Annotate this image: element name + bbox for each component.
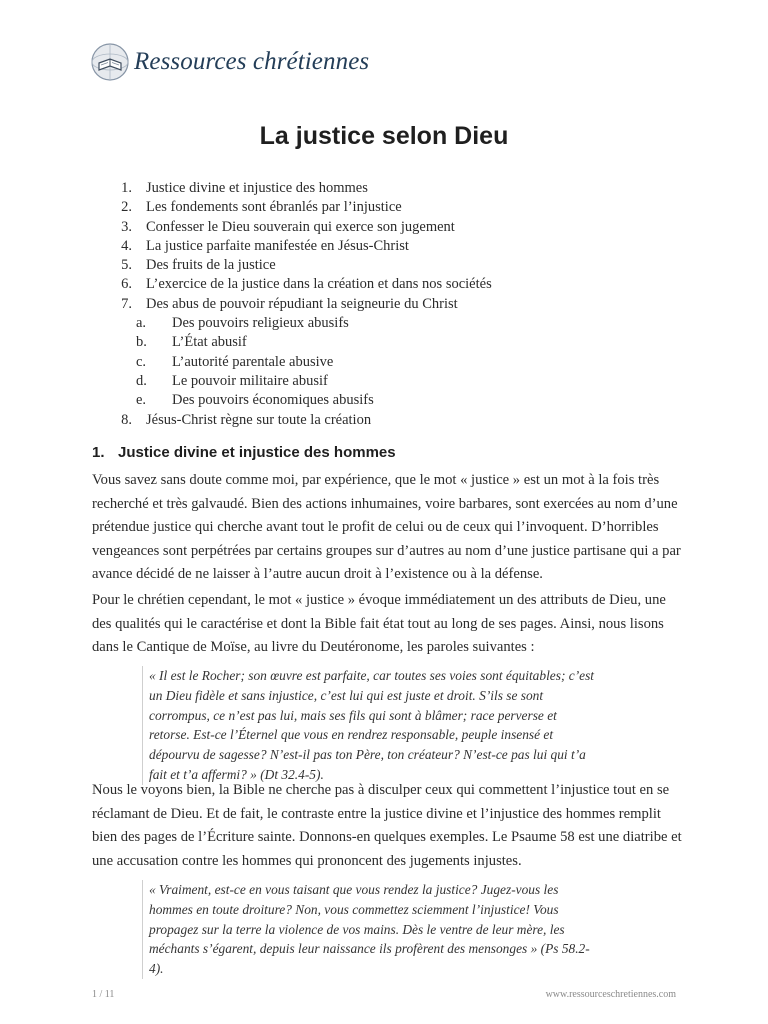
header	[90, 42, 369, 82]
toc-item-label: Le pouvoir militaire abusif	[172, 372, 328, 389]
toc-item-number: 4.	[121, 237, 132, 254]
toc-item-label: Des abus de pouvoir répudiant la seigneurie du Christ	[146, 295, 458, 312]
page-number: 1 / 11	[92, 989, 115, 1000]
toc-subitem[interactable]	[110, 391, 492, 410]
toc-item-label: Les fondements sont ébranlés par l’injustice	[146, 199, 402, 216]
toc-item-label: L’exercice de la justice dans la création et dans nos sociétés	[146, 276, 492, 293]
toc-item[interactable]	[110, 198, 492, 217]
section-title: Justice divine et injustice des hommes	[118, 444, 396, 461]
toc-item-number: 2.	[121, 199, 132, 216]
toc-item[interactable]	[110, 295, 492, 314]
toc-item-label: L’autorité parentale abusive	[172, 353, 334, 370]
blockquote-1: « Il est le Rocher; son œuvre est parfaite, car toutes ses voies sont équitables; c’est un Dieu fidèle et sans injustice, c’est lui qui est juste et droit. S’ils se sont corrompus, ce n’est pas lui, mais ses fils qui sont à blâmer; race perverse et retorse. Est-ce l’Éternel que vous en rendrez responsable, peuple insensé et dépourvu de sagesse? N’est-il pas ton Père, ton créateur? N’est-ce pas lui qui t’a fait et t’a affermi? » (Dt 32.4-5).	[142, 666, 595, 785]
toc-item-label: Des fruits de la justice	[146, 257, 276, 274]
toc-subitem[interactable]	[110, 314, 492, 333]
toc-item-label: La justice parfaite manifestée en Jésus-Christ	[146, 237, 409, 254]
paragraph-1: Vous savez sans doute comme moi, par expérience, que le mot « justice » est un mot à la fois très recherché et très galvaudé. Bien des actions inhumaines, voire barbares, sont exercées au nom d’une prétendue justice qui cherche avant tout le profit de celui ou de ceux qui l’invoquent. D’horribles vengeances sont perpétrées par certains groupes sur d’autres au nom d’une justice partisane qui a par avance décidé de ne laisser à l’autre aucun droit à l’existence ou à la défense.	[92, 472, 681, 582]
toc-subitem[interactable]	[110, 353, 492, 372]
toc-item-number: 1.	[121, 180, 132, 196]
toc-item-label: Jésus-Christ règne sur toute la création	[146, 411, 372, 428]
toc-item-number: a.	[136, 315, 147, 332]
toc-item-number: 8.	[121, 411, 132, 428]
toc-item-number: 6.	[121, 276, 132, 293]
toc-item[interactable]	[110, 218, 492, 237]
toc-item[interactable]	[110, 179, 492, 198]
toc-item-number: 3.	[121, 218, 132, 235]
toc-item[interactable]	[110, 411, 492, 430]
toc-item-number: b.	[136, 334, 147, 351]
toc-item-label: Des pouvoirs religieux abusifs	[172, 315, 349, 332]
toc-item-number: c.	[136, 353, 147, 370]
section-heading	[92, 444, 396, 461]
toc-item[interactable]	[110, 237, 492, 256]
toc-item[interactable]	[110, 256, 492, 275]
toc-item-label: Confesser le Dieu souverain qui exerce son jugement	[146, 218, 455, 235]
toc-item-number: 7.	[121, 295, 132, 312]
toc-item-number: d.	[136, 372, 147, 389]
toc-subitem[interactable]	[110, 333, 492, 352]
paragraph-3: Nous le voyons bien, la Bible ne cherche pas à disculper ceux qui commettent l’injustice tout en se réclamant de Dieu. Et de fait, le contraste entre la justice divine et l’injustice des hommes remplit bien des pages de l’Écriture sainte. Donnons-en quelques exemples. Le Psaume 58 est une diatribe et une accusation contre les hommes qui prononcent des jugements injustes.	[92, 782, 682, 869]
brand-name: Ressources chrétiennes	[134, 48, 370, 75]
footer-url[interactable]: www.ressourceschretiennes.com	[545, 989, 676, 1000]
table-of-contents	[110, 179, 492, 430]
book-globe-icon	[90, 42, 130, 82]
paragraph-2: Pour le chrétien cependant, le mot « justice » évoque immédiatement un des attributs de Dieu, une des qualités qui le caractérise et dont la Bible fait état tout au long de ses pages. Ainsi, nous lisons dans le Cantique de Moïse, au livre du Deutéronome, les paroles suivantes :	[92, 592, 666, 655]
toc-item-label: Justice divine et injustice des hommes	[146, 180, 368, 196]
toc-item-label: L’État abusif	[172, 334, 247, 351]
toc-item-number: 5.	[121, 257, 132, 274]
toc-item-number: e.	[136, 392, 147, 409]
page-title: La justice selon Dieu	[259, 122, 509, 150]
toc-item[interactable]	[110, 275, 492, 294]
section-number: 1.	[92, 444, 105, 461]
toc-item-label: Des pouvoirs économiques abusifs	[172, 392, 374, 409]
toc-subitem[interactable]	[110, 372, 492, 391]
blockquote-2: « Vraiment, est-ce en vous taisant que vous rendez la justice? Jugez-vous les hommes en toute droiture? Non, vous commettez sciemment l’injustice! Vous propagez sur la terre la violence de vos mains. Dès le ventre de leur mère, les méchants s’égarent, depuis leur naissance ils profèrent des mensonges » (Ps 58.2-4).	[142, 880, 595, 979]
